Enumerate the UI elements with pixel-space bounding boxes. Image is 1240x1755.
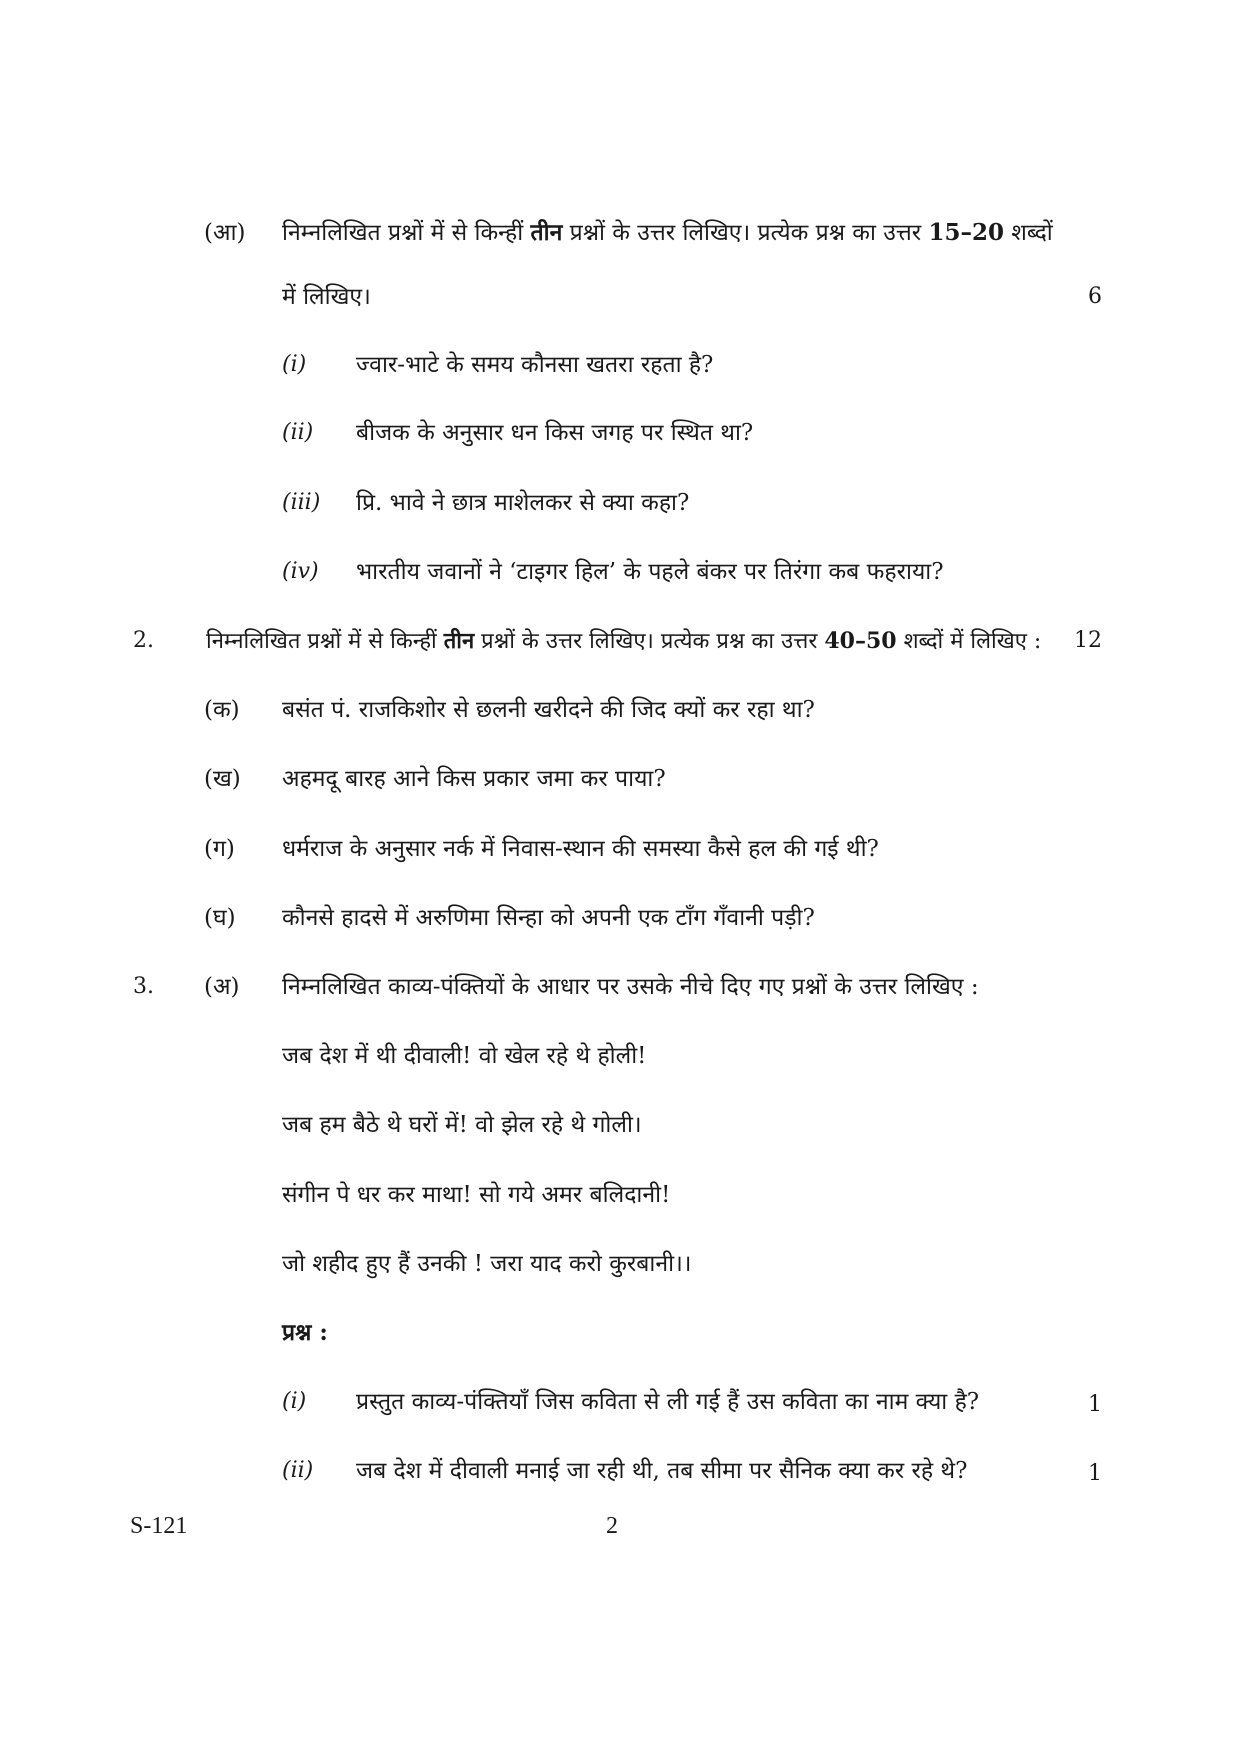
page-number: 2 [606,1513,618,1539]
questions-heading: प्रश्न : [282,1319,328,1346]
instruction-word-range: 40–50 [824,628,897,654]
question-instruction [206,626,1041,657]
question-number: 2. [133,628,154,653]
marks: 12 [1074,628,1102,653]
instruction-emphasis: तीन [443,628,475,654]
section-label: (आ) [204,220,246,246]
item-label: (ख) [204,766,241,792]
question-text: अहमदू बारह आने किस प्रकार जमा कर पाया? [282,766,666,792]
paper-code: S-121 [130,1513,188,1539]
item-number: (iii) [282,490,321,515]
section-label: (अ) [204,974,240,1000]
instruction-text: प्रश्नों के उत्तर लिखिए। प्रत्येक प्रश्न का उत्तर [481,629,818,654]
question-text: प्रि. भावे ने छात्र माशेलकर से क्या कहा? [356,490,690,516]
instruction-text: शब्दों [1011,220,1053,246]
question-text: भारतीय जवानों ने ‘टाइगर हिल’ के पहले बंकर पर तिरंगा कब फहराया? [356,559,944,585]
question-instruction: निम्नलिखित काव्य-पंक्तियों के आधार पर उसके नीचे दिए गए प्रश्नों के उत्तर लिखिए : [282,974,979,1000]
instruction-text: निम्नलिखित प्रश्नों में से किन्हीं [282,220,524,246]
question-text: बीजक के अनुसार धन किस जगह पर स्थित था? [356,420,754,446]
question-text: ज्वार-भाटे के समय कौनसा खतरा रहता है? [356,352,714,378]
marks: 1 [1088,1461,1102,1486]
item-label: (घ) [204,905,236,931]
section-instruction-line2: में लिखिए। [282,284,371,310]
item-number: (i) [282,352,307,377]
instruction-text: प्रश्नों के उत्तर लिखिए। प्रत्येक प्रश्न का उत्तर [569,220,922,246]
instruction-emphasis: तीन [530,219,563,246]
question-text: कौनसे हादसे में अरुणिमा सिन्हा को अपनी एक टाँग गँवानी पड़ी? [282,905,815,931]
question-text: प्रस्तुत काव्य-पंक्तियाँ जिस कविता से ली गई हैं उस कविता का नाम क्या है? [356,1389,980,1415]
item-number: (ii) [282,420,314,445]
instruction-text: शब्दों में लिखिए : [903,629,1042,654]
item-label: (ग) [204,836,235,862]
poem-line: जब हम बैठे थे घरों में! वो झेल रहे थे गोली। [282,1112,642,1138]
marks: 6 [1088,284,1102,309]
poem-line: संगीन पे धर कर माथा! सो गये अमर बलिदानी! [282,1182,671,1208]
section-instruction [282,218,1053,248]
item-number: (i) [282,1389,307,1414]
poem-line: जब देश में थी दीवाली! वो खेल रहे थे होली! [282,1043,647,1069]
item-label: (क) [204,697,240,723]
question-text: जब देश में दीवाली मनाई जा रही थी, तब सीमा पर सैनिक क्या कर रहे थे? [356,1458,968,1484]
item-number: (ii) [282,1458,314,1483]
poem-line: जो शहीद हुए हैं उनकी ! जरा याद करो कुरबानी।। [282,1251,692,1277]
question-number: 3. [133,974,154,999]
question-text: बसंत पं. राजकिशोर से छलनी खरीदने की जिद क्यों कर रहा था? [282,697,815,723]
instruction-word-range: 15–20 [928,219,1004,246]
item-number: (iv) [282,559,319,584]
marks: 1 [1088,1392,1102,1417]
question-text: धर्मराज के अनुसार नर्क में निवास-स्थान की समस्या कैसे हल की गई थी? [282,836,879,862]
instruction-text: निम्नलिखित प्रश्नों में से किन्हीं [206,629,437,654]
